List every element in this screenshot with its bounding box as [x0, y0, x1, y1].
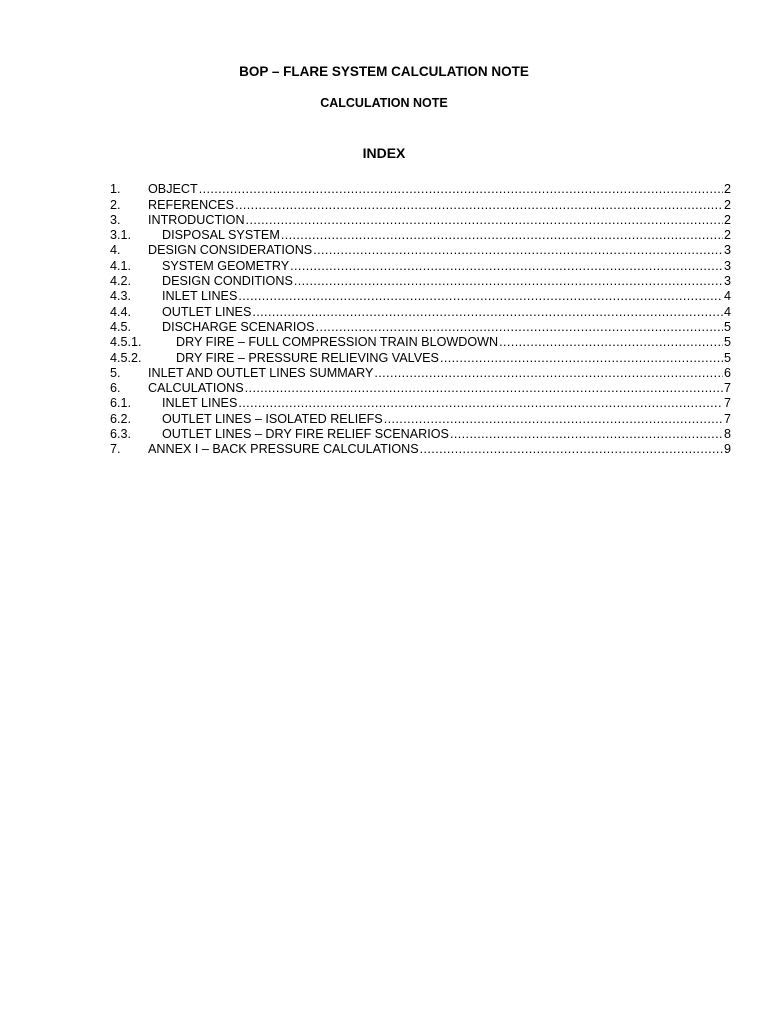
- toc-entry-title: DRY FIRE – PRESSURE RELIEVING VALVES: [176, 350, 439, 365]
- toc-entry-title: OUTLET LINES – ISOLATED RELIEFS: [162, 411, 383, 426]
- toc-dot-leader: [281, 228, 723, 242]
- toc-entry-title: DRY FIRE – FULL COMPRESSION TRAIN BLOWDOWN: [176, 335, 499, 350]
- toc-entry-page: 5: [723, 335, 731, 350]
- toc-dot-leader: [246, 213, 723, 227]
- toc-entry-page: 7: [723, 411, 731, 426]
- document-subtitle: CALCULATION NOTE: [320, 96, 448, 110]
- toc-entry-number: 4.3.: [110, 289, 132, 304]
- toc-dot-leader: [294, 274, 723, 288]
- toc-entry[interactable]: [110, 410, 731, 425]
- toc-entry-title: OBJECT: [148, 182, 198, 197]
- toc-entry-number: 1.: [110, 182, 121, 197]
- toc-entry-title: DISPOSAL SYSTEM: [162, 228, 280, 243]
- toc-entry[interactable]: [110, 212, 731, 227]
- toc-dot-leader: [313, 243, 723, 257]
- toc-entry-page: 2: [723, 182, 731, 197]
- toc-entry[interactable]: [110, 303, 731, 318]
- toc-entry-page: 4: [723, 304, 731, 319]
- toc-entry[interactable]: [110, 319, 731, 334]
- toc-dot-leader: [252, 305, 723, 319]
- toc-entry-page: 6: [723, 365, 731, 380]
- toc-entry[interactable]: [110, 349, 731, 364]
- toc-entry-title: REFERENCES: [148, 197, 235, 212]
- toc-entry-number: 4.4.: [110, 304, 132, 319]
- toc-entry-page: 2: [723, 212, 731, 227]
- toc-dot-leader: [499, 335, 723, 349]
- toc-entry[interactable]: [110, 273, 731, 288]
- toc-entry-number: 4.5.: [110, 319, 132, 334]
- toc-entry[interactable]: [110, 334, 731, 349]
- toc-entry-page: 7: [723, 396, 731, 411]
- toc-entry-page: 3: [723, 243, 731, 258]
- toc-entry-number: 4.2.: [110, 274, 132, 289]
- toc-dot-leader: [440, 351, 723, 365]
- toc-entry-title: INLET AND OUTLET LINES SUMMARY: [148, 365, 374, 380]
- toc-entry-number: 6.: [110, 381, 121, 396]
- toc-entry-number: 5.: [110, 365, 121, 380]
- document-title: BOP – FLARE SYSTEM CALCULATION NOTE: [239, 64, 529, 79]
- toc-dot-leader: [238, 396, 723, 410]
- toc-entry-title: SYSTEM GEOMETRY: [162, 258, 290, 273]
- toc-dot-leader: [450, 427, 723, 441]
- toc-entry-page: 2: [723, 228, 731, 243]
- toc-entry-title: ANNEX I – BACK PRESSURE CALCULATIONS: [148, 442, 419, 457]
- toc-entry-title: DESIGN CONDITIONS: [162, 274, 293, 289]
- toc-entry-number: 7.: [110, 442, 121, 457]
- toc-entry-number: 6.2.: [110, 411, 132, 426]
- toc-entry-page: 3: [723, 274, 731, 289]
- toc-dot-leader: [374, 366, 723, 380]
- toc-entry-title: INLET LINES: [162, 396, 238, 411]
- toc-entry-number: 3.1.: [110, 228, 132, 243]
- toc-entry-title: CALCULATIONS: [148, 381, 244, 396]
- toc-dot-leader: [245, 381, 723, 395]
- toc-entry[interactable]: [110, 395, 731, 410]
- toc-entry-page: 5: [723, 350, 731, 365]
- toc-entry-title: OUTLET LINES: [162, 304, 252, 319]
- table-of-contents: [110, 181, 731, 456]
- toc-entry[interactable]: [110, 257, 731, 272]
- toc-entry[interactable]: [110, 426, 731, 441]
- toc-entry-page: 2: [723, 197, 731, 212]
- toc-entry[interactable]: [110, 441, 731, 456]
- toc-dot-leader: [199, 182, 723, 196]
- toc-entry-title: INLET LINES: [162, 289, 238, 304]
- toc-dot-leader: [384, 412, 723, 426]
- toc-entry-page: 4: [723, 289, 731, 304]
- toc-entry-page: 3: [723, 258, 731, 273]
- toc-entry[interactable]: [110, 181, 731, 196]
- toc-entry-page: 9: [723, 442, 731, 457]
- toc-entry-page: 5: [723, 319, 731, 334]
- toc-entry[interactable]: [110, 242, 731, 257]
- toc-dot-leader: [290, 259, 723, 273]
- toc-entry-title: DISCHARGE SCENARIOS: [162, 319, 315, 334]
- toc-entry-page: 8: [723, 427, 731, 442]
- toc-entry-number: 2.: [110, 197, 121, 212]
- toc-entry[interactable]: [110, 365, 731, 380]
- toc-entry-number: 4.1.: [110, 258, 132, 273]
- toc-dot-leader: [238, 289, 723, 303]
- toc-entry-number: 4.: [110, 243, 121, 258]
- toc-entry-number: 3.: [110, 212, 121, 227]
- toc-dot-leader: [420, 442, 723, 456]
- toc-entry[interactable]: [110, 288, 731, 303]
- toc-entry-number: 4.5.1.: [110, 335, 142, 350]
- toc-entry[interactable]: [110, 227, 731, 242]
- toc-entry[interactable]: [110, 380, 731, 395]
- toc-entry-number: 6.3.: [110, 427, 132, 442]
- toc-entry-title: OUTLET LINES – DRY FIRE RELIEF SCENARIOS: [162, 427, 449, 442]
- toc-entry[interactable]: [110, 196, 731, 211]
- toc-entry-title: INTRODUCTION: [148, 212, 245, 227]
- toc-entry-title: DESIGN CONSIDERATIONS: [148, 243, 313, 258]
- toc-entry-number: 4.5.2.: [110, 350, 142, 365]
- toc-dot-leader: [235, 198, 723, 212]
- toc-entry-page: 7: [723, 381, 731, 396]
- index-heading: INDEX: [362, 145, 406, 161]
- toc-dot-leader: [316, 320, 723, 334]
- toc-entry-number: 6.1.: [110, 396, 132, 411]
